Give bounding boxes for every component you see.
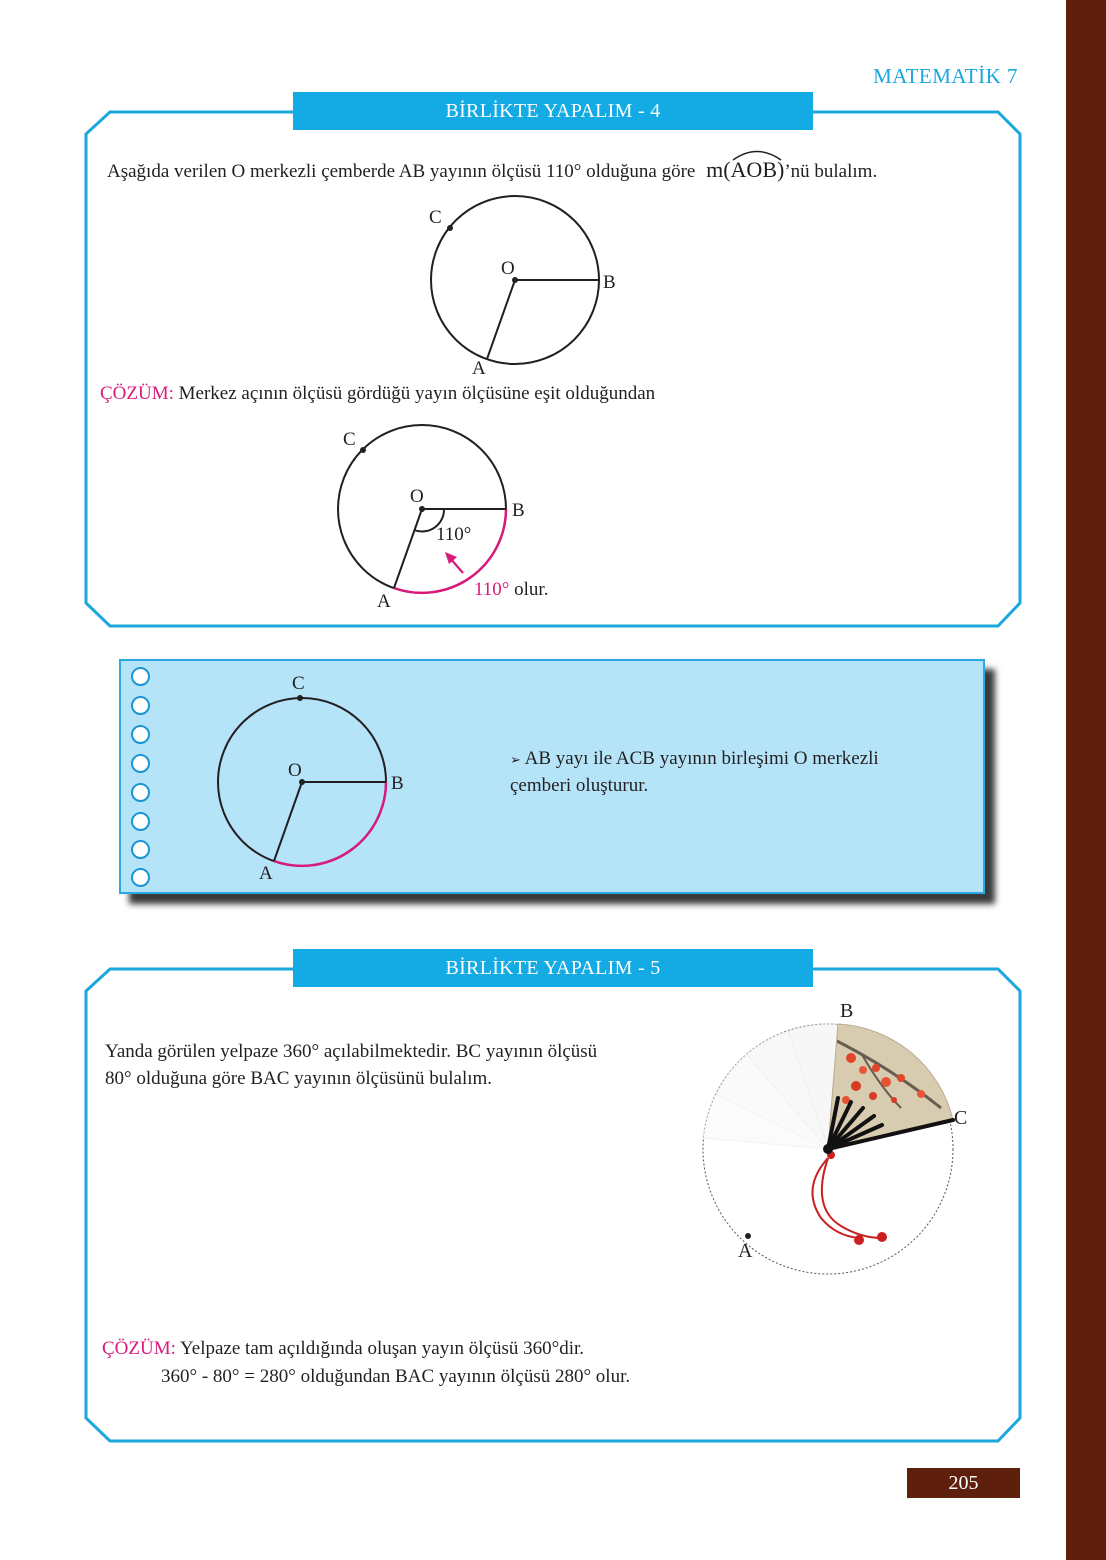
- note-radius-oa: [274, 782, 302, 861]
- figure2-radius-oa: [394, 509, 422, 588]
- question-arc-text: AOB: [730, 157, 777, 182]
- note-point-c: [297, 695, 303, 701]
- question-paren-open: (: [723, 157, 731, 182]
- section5-banner: BİRLİKTE YAPALIM - 5: [293, 949, 813, 987]
- question-suffix: ’nü bulalım.: [784, 161, 878, 182]
- solution5-line1-text: Yelpaze tam açıldığında oluşan yayın ölçüsü 360°dir.: [179, 1338, 585, 1359]
- binder-ring-icon: [131, 812, 150, 831]
- section4-banner: BİRLİKTE YAPALIM - 4: [293, 92, 813, 130]
- figure1-point-c: [447, 225, 453, 231]
- fan-label-a: A: [738, 1240, 753, 1262]
- binder-ring-icon: [131, 754, 150, 773]
- question-arc: [731, 157, 777, 183]
- figure2-arc-label: 110°: [474, 579, 510, 600]
- binder-ring-icon: [131, 667, 150, 686]
- solution-label: ÇÖZÜM:: [100, 383, 174, 404]
- arc-hat-icon: [731, 149, 783, 161]
- fan-figure: [691, 1008, 971, 1288]
- note-line2: çemberi oluşturur.: [510, 775, 649, 796]
- binder-ring-icon: [131, 840, 150, 859]
- solution-text: Merkez açının ölçüsü gördüğü yayın ölçüsüne eşit olduğundan: [178, 383, 656, 404]
- question-paren-close: ): [777, 157, 785, 182]
- fan-label-b: B: [840, 1000, 854, 1022]
- note-label-o: O: [288, 760, 302, 781]
- binder-ring-icon: [131, 783, 150, 802]
- fan-pivot: [823, 1144, 833, 1154]
- figure1-radius-oa: [487, 280, 515, 359]
- section5-solution-line2: 360° - 80° = 280° olduğundan BAC yayının ölçüsü 280° olur.: [161, 1366, 631, 1387]
- figure2-arc-suffix: olur.: [514, 579, 549, 600]
- fan-label-c: C: [954, 1107, 968, 1129]
- figure2-label-b: B: [512, 500, 525, 521]
- binder-ring-icon: [131, 696, 150, 715]
- section5-solution-line1: [102, 1338, 584, 1360]
- note-arc-ab: [274, 782, 386, 866]
- bullet-arrow-icon: ➢: [510, 753, 521, 768]
- fan-tassel: [812, 1152, 886, 1244]
- note-circle-diagram: [202, 682, 402, 882]
- fan-ghost-blades: [703, 1024, 838, 1149]
- figure1-label-c: C: [429, 207, 442, 228]
- figure2-arrow-icon: [445, 552, 463, 573]
- question-prefix: Aşağıda verilen O merkezli çemberde AB yayının ölçüsü 110° olduğuna göre: [107, 161, 696, 182]
- figure1-circle-diagram: [415, 180, 615, 380]
- question-m: m: [706, 157, 724, 182]
- binder-ring-icon: [131, 868, 150, 887]
- note-label-b: B: [391, 773, 404, 794]
- note-line1: [510, 748, 879, 770]
- note-label-a: A: [259, 863, 273, 884]
- header-title: MATEMATİK 7: [873, 64, 1018, 88]
- binder-ring-icon: [131, 725, 150, 744]
- figure2-arc-caption: [474, 579, 548, 601]
- figure1-label-b: B: [603, 272, 616, 293]
- figure2-angle-label: 110°: [436, 524, 472, 545]
- figure1-label-o: O: [501, 258, 515, 279]
- figure2-label-o: O: [410, 486, 424, 507]
- page-number: 205: [907, 1468, 1020, 1498]
- figure2-label-a: A: [377, 591, 391, 612]
- fan-point-a: [745, 1233, 751, 1239]
- section5-question-line2: 80° olduğuna göre BAC yayının ölçüsünü bulalım.: [105, 1068, 493, 1089]
- note-line1-text: AB yayı ile ACB yayının birleşimi O merkezli: [524, 748, 879, 769]
- fan-leaf: [828, 1024, 953, 1149]
- figure1-label-a: A: [472, 358, 486, 379]
- side-bar: [1066, 0, 1106, 1560]
- solution5-label: ÇÖZÜM:: [102, 1338, 176, 1359]
- note-label-c: C: [292, 673, 305, 694]
- figure2-label-c: C: [343, 429, 356, 450]
- figure2-point-c: [360, 447, 366, 453]
- section5-question-line1: Yanda görülen yelpaze 360° açılabilmektedir. BC yayının ölçüsü: [105, 1041, 598, 1062]
